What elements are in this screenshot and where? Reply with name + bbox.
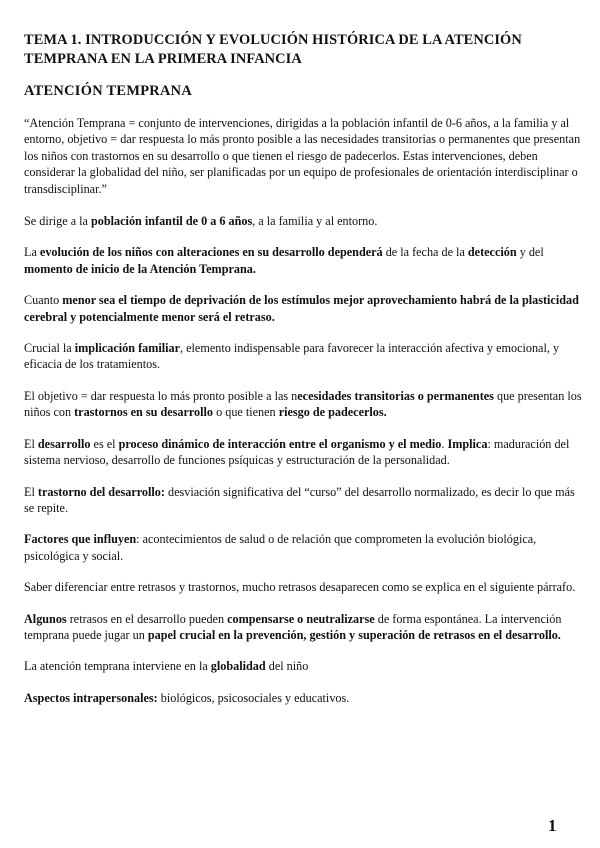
paragraph-deprivation: Cuanto menor sea el tiempo de deprivación de los estímulos mejor aprovechamiento habrá de la plasticidad cerebral y potencialmente menor será el retraso. bbox=[24, 293, 579, 324]
document-body bbox=[24, 115, 586, 721]
paragraph-family-involvement: Crucial la implicación familiar, elemento indispensable para favorecer la interacción afectiva y emocional, y eficacia de los tratamientos. bbox=[24, 341, 560, 372]
definition-quote: “Atención Temprana = conjunto de intervenciones, dirigidas a la población infantil de 0-6 años, a la familia y al entorno, objetivo = dar respuesta lo más pronto posible a las necesidades transitorias o permanentes que presentan los niños con trastornos en su desarrollo o que tienen el riesgo de padecerlos. Estas intervenciones, deben considerar la globalidad del niño, ser planificadas por un equipo de profesionales de orientación interdisciplinar o transdisciplinar.” bbox=[24, 116, 581, 196]
paragraph-objective: El objetivo = dar respuesta lo más pronto posible a las necesidades transitorias o permanentes que presentan los niños con trastornos en su desarrollo o que tienen riesgo de padecerlos. bbox=[24, 388, 582, 420]
paragraph-differentiate: Saber diferenciar entre retrasos y trastornos, mucho retrasos desaparecen como se explica en el siguiente párrafo. bbox=[24, 580, 576, 595]
paragraph-disorder: El trastorno del desarrollo: desviación significativa del “curso” del desarrollo normalizado, es decir lo que más se repite. bbox=[24, 484, 575, 515]
paragraph-evolution: La evolución de los niños con alteraciones en su desarrollo dependerá de la fecha de la detección y del momento de inicio de la Atención Temprana. bbox=[24, 245, 544, 276]
section-heading: ATENCIÓN TEMPRANA bbox=[24, 83, 193, 99]
paragraph-intrapersonal: Aspectos intrapersonales: biológicos, psicosociales y educativos. bbox=[24, 690, 350, 705]
page-title: TEMA 1. INTRODUCCIÓN Y EVOLUCIÓN HISTÓRICA DE LA ATENCIÓN TEMPRANA EN LA PRIMERA INFANCIA bbox=[24, 32, 522, 67]
paragraph-factors: Factores que influyen: acontecimientos de salud o de relación que comprometen la evolución biológica, psicológica y social. bbox=[24, 532, 537, 563]
paragraph-development: El desarrollo es el proceso dinámico de interacción entre el organismo y el medio. Implica: maduración del sistema nervioso, desarrollo de funciones psíquicas y estructuración de la personalidad. bbox=[24, 436, 570, 468]
page-number: 1 bbox=[548, 816, 557, 835]
paragraph-globality: La atención temprana interviene en la globalidad del niño bbox=[24, 659, 309, 674]
paragraph-delays: Algunos retrasos en el desarrollo pueden compensarse o neutralizarse de forma espontánea. La intervención temprana puede jugar un papel crucial en la prevención, gestión y superación de retrasos en el desarrollo. bbox=[24, 611, 562, 642]
paragraph-target-population: Se dirige a la población infantil de 0 a 6 años, a la familia y al entorno. bbox=[24, 214, 378, 229]
